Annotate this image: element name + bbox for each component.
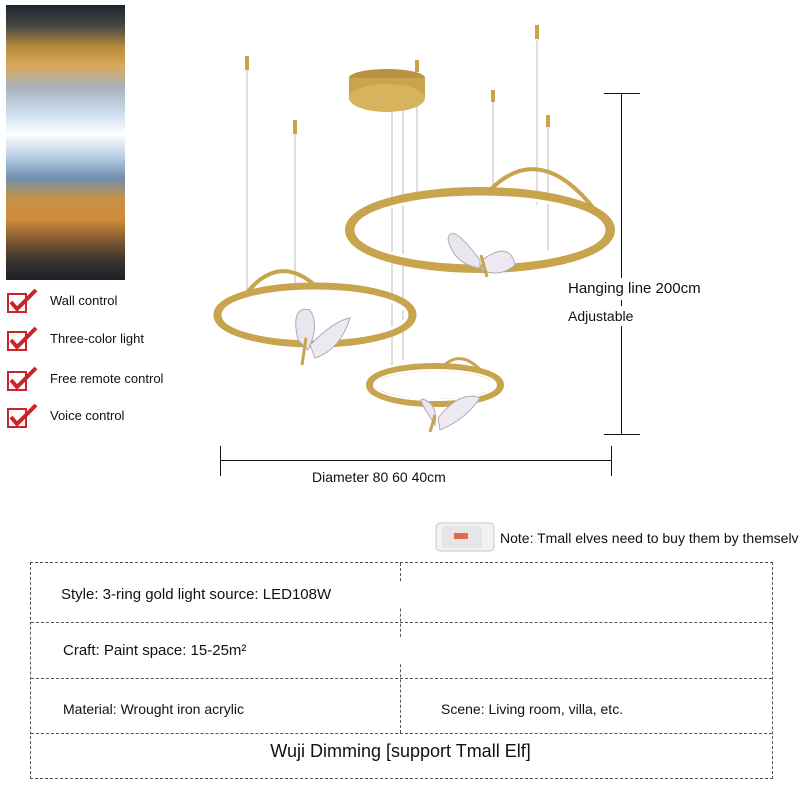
table-divider <box>31 733 772 734</box>
feature-label: Voice control <box>46 407 128 424</box>
dimension-tick <box>604 93 640 94</box>
height-dimension-line <box>621 93 622 434</box>
spec-table <box>30 562 773 779</box>
feature-label: Free remote control <box>46 370 167 387</box>
diameter-label: Diameter 80 60 40cm <box>312 466 517 488</box>
feature-free-remote-control <box>6 366 206 392</box>
feature-wall-control <box>6 288 206 314</box>
check-icon <box>6 403 40 429</box>
note-text: Note: Tmall elves need to buy them by themselv <box>500 530 799 546</box>
product-title: Wuji Dimming [support Tmall Elf] <box>234 736 567 766</box>
feature-three-color-light <box>6 326 206 352</box>
feature-label: Wall control <box>46 292 121 309</box>
diameter-dimension-line <box>220 460 612 461</box>
spec-style: Style: 3-ring gold light source: LED108W <box>57 583 633 607</box>
adjustable-label: Adjustable <box>568 306 638 326</box>
dimension-tick <box>220 446 221 476</box>
smart-speaker-icon <box>434 520 496 554</box>
feature-voice-control <box>6 403 206 429</box>
check-icon <box>6 288 40 314</box>
hanging-line-label: Hanging line 200cm <box>568 278 718 300</box>
check-icon <box>6 326 40 352</box>
dimension-tick <box>604 434 640 435</box>
spec-material: Material: Wrought iron acrylic <box>59 697 267 721</box>
spec-scene: Scene: Living room, villa, etc. <box>437 697 655 721</box>
table-divider <box>31 678 772 679</box>
feature-label: Three-color light <box>46 330 148 347</box>
butterfly-icon <box>296 309 350 365</box>
color-temperature-swatch <box>6 5 125 280</box>
spec-craft: Craft: Paint space: 15-25m² <box>59 639 613 663</box>
dimension-tick <box>611 446 612 476</box>
table-divider <box>31 622 772 623</box>
chandelier-illustration <box>210 20 630 440</box>
check-icon <box>6 366 40 392</box>
